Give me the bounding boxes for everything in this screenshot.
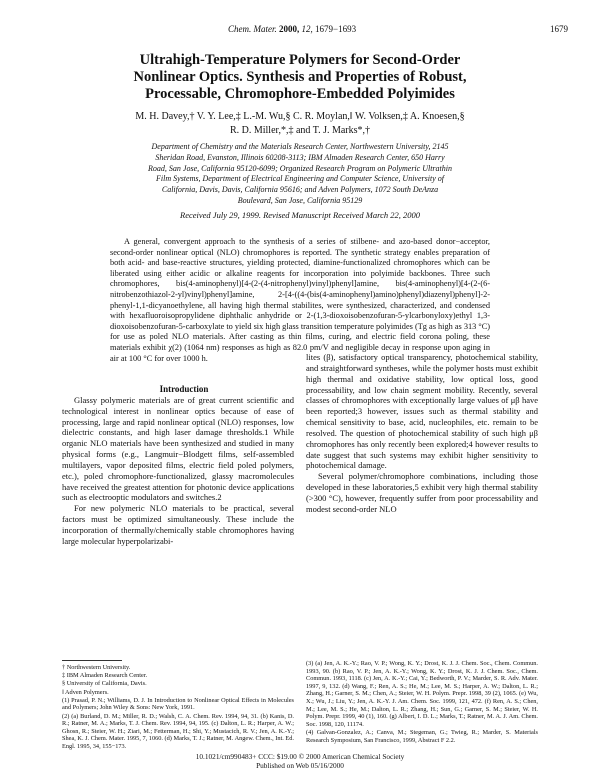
affiliation-line: Sheridan Road, Evanston, Illinois 60208-3113; IBM Almaden Research Center, 650 Harry xyxy=(155,152,445,162)
body-paragraph: lites (β), satisfactory optical transparency, photochemical stability, and straightforward syntheses, while the polymer hosts must exhibit high thermal and oxidative stability, low optical loss, good processability, and low chain segment mobility. Recently, several classes of chromophores with exceptionally large values of μβ have been reported;3 however, issues such as thermal stability and chemical sensitivity to base, acid, nucleophiles, etc. remain to be resolved. The question of photochemical stability of such high μβ chromophores has only recently been explored;4 however results to date suggest that such systems may exhibit higher sensitivity to photochemical damage. xyxy=(306,352,538,471)
author-line: R. D. Miller,*,‡ and T. J. Marks*,† xyxy=(229,124,371,136)
body-paragraph: Several polymer/chromophore combinations, including those developed in these laboratories,5 exhibit very high thermal stability (>300 °C), however, frequently suffer from poor processability and modest second-order NLO xyxy=(306,471,538,514)
body-paragraph: Glassy polymeric materials are of great current scientific and technological interest in nonlinear optics because of ease of processing, large and rapid nonlinear optical (NLO) responses, low dielectric constants, and high laser damage thresholds.1 While organic NLO materials have been synthesized and studied in many physical forms (e.g., Langmuir−Blodgett films, self-assembled multilayers, vapor deposited films, electric field poled polymers, etc.), poled chromophore-functionalized, glassy macromolecules have received the greatest attention for photonic device applications such as electrooptic modulators and switches.2 xyxy=(62,394,294,503)
journal-citation xyxy=(228,24,356,34)
journal-volume: 12, xyxy=(301,24,313,34)
article-title xyxy=(70,52,530,103)
journal-pages: 1679−1693 xyxy=(315,24,357,34)
affiliation-line: Department of Chemistry and the Materials Research Center, Northwestern University, 2145 xyxy=(151,142,449,151)
affiliation-line: California, Davis, Davis, California 95616; and Adven Polymers, 1072 South DeAnza xyxy=(161,185,439,195)
footnote: ‡ IBM Almaden Research Center. xyxy=(62,672,148,680)
doi-line: 10.1021/cm990483+ CCC: $19.00 © 2000 American Chemical Society xyxy=(195,752,405,761)
body-paragraph: For new polymeric NLO materials to be practical, several factors must be optimized simultaneously. These include the incorporation of thermally/chemically stable chromophores having large molecular hyperpolarizabi- xyxy=(62,503,294,546)
footnotes-left xyxy=(62,664,294,751)
footnote-rule xyxy=(62,660,122,661)
introduction-heading: Introduction xyxy=(159,384,209,394)
footnote: (2) (a) Burland, D. M.; Miller, R. D.; Walsh, C. A. Chem. Rev. 1994, 94, 31. (b) Kanis, D. R.; Ratner, M. A.; Marks, T. J. Chem. Rev. 1994, 94, 195. (c) Dalton, L. R.; Harper, A. W.; Ghosn, R.; Steier, W. H.; Ziari, M.; Fetterman, H.; Shi, Y.; Mustacich, R. V.; Jen, A. K.-Y.; Shea, K. J. Chem. Mater. 1995, 7, 1060. (d) Marks, T. J.; Ratner, M. Angew. Chem., Int. Ed. Engl. 1995, 34, 155−173. xyxy=(62,712,294,750)
title-line: Ultrahigh-Temperature Polymers for Second-Order xyxy=(139,52,461,68)
footnote: ‖ Adven Polymers. xyxy=(62,688,109,696)
running-head xyxy=(228,24,568,34)
author-list xyxy=(60,110,540,137)
affiliations xyxy=(80,142,520,207)
publication-info xyxy=(60,752,540,770)
left-column xyxy=(62,384,294,547)
footnote: (1) Prasad, P. N.; Williams, D. J. In Introduction to Nonlinear Optical Effects in Molecules and Polymers; John Wiley & Sons: New York, 1991. xyxy=(62,696,294,712)
published-line: Published on Web 05/16/2000 xyxy=(256,761,344,770)
footnote: § University of California, Davis. xyxy=(62,680,147,688)
author-line: M. H. Davey,† V. Y. Lee,‡ L.-M. Wu,§ C. R. Moylan,‖ W. Volksen,‡ A. Knoesen,§ xyxy=(135,111,465,122)
affiliation-line: Film Systems, Department of Electrical Engineering and Computer Science, University of xyxy=(156,174,444,184)
footnote: (3) (a) Jen, A. K.-Y.; Rao, V. P.; Wong, K. Y.; Drost, K. J. J. Chem. Soc., Chem. Commun. 1993, 90. (b) Rao, V. P.; Jen, A. K.-Y.; Wong, K. Y.; Drost, K. J. J. Chem. Soc., Chem. Commun. 1993, 1118. (c) Jen, A. K.-Y.; Cai, Y.; Bedworth, P. V.; Marder, S. R. Adv. Mater. 1997, 9, 132. (d) Wang, F.; Ren, A. S.; He, M.; Lee, M. S.; Harper, A. W.; Dalton, L. R.; Zhang, H.; Garner, S. M.; Chen, A.; Steier, W. H. Polym. Prepr. 1998, 39 (2), 1065. (e) Wu, X.; Wu, J.; Liu, Y.; Jen, A. K.-Y. J. Am. Chem. Soc. 1999, 121, 472. (f) Ren, A. S.; Chen, M.; Lee, M. S.; He, M.; Dalton, L. R.; Zhang, H.; Sun, G.; Garner, S. M.; Steier, W. H. Polym. Prepr. 1999, 40 (1), 160. (g) Albert, I. D. L.; Marks, T.; Ratner, M. A. J. Am. Chem. Soc. 1998, 120, 11174. xyxy=(306,660,538,728)
journal-year: 2000, xyxy=(279,24,300,34)
footnotes-right xyxy=(306,660,538,745)
title-line: Nonlinear Optics. Synthesis and Properties of Robust, xyxy=(133,69,467,85)
affiliation-line: Road, San Jose, California 95120-6099; Organized Research Program on Polymeric Ultrathin xyxy=(148,163,452,173)
footnote: (4) Galvan-Gonzalez, A.; Canva, M.; Stegeman, G.; Twieg, R.; Marder, S. Materials Research Symposium, San Francisco, 1999, Abstract F 2.2. xyxy=(306,728,538,744)
journal-name: Chem. Mater. xyxy=(228,24,277,34)
received-dates: Received July 29, 1999. Revised Manuscript Received March 22, 2000 xyxy=(180,210,420,220)
right-column xyxy=(306,352,538,515)
page-number: 1679 xyxy=(550,24,568,34)
footnote: † Northwestern University. xyxy=(62,664,131,671)
title-line: Processable, Chromophore-Embedded Polyimides xyxy=(145,86,455,102)
abstract: A general, convergent approach to the synthesis of a series of stilbene- and azo-based donor−acceptor, second-order nonlinear optical (NLO) chromophores is reported. The synthetic strategy enables preparation of both acid- and base-reactive structures, yielding protected, diamine-functionalized chromophores which can be liberated using either acidic or alkaline reagents for incorporation into polyimide backbones. Three such chromophores, bis(4-aminophenyl)[4-(2-(4-nitrophenyl)vinyl)phenyl]amine, bis(4-aminophenyl)[4-(2-(6-nitrobenzothiazol-2-yl)vinyl)phenyl]amine, 2-[4-((4-(bis(4-aminophenyl)amino)phenyl)diazenyl)phenyl]-2-phenyl-1,1-dicyanoethylene, all having high thermal stabilites, were synthesized, characterized, and condensed with hexafluoroisopropylidene diphthalic anhydride or 2-(1,3-dioxoisobenzofuran-5-ylcarbonyloxy)ethyl 1,3-dioxoisobenzofuran-5-carboxylate to yield six high glass transition temperature polyimides (Tg as high as 313 °C) for use as poled NLO materials. After casting as thin films, curing, and electric field corona poling, these materials exhibit χ(2) (1064 nm) responses as high as 82.0 pm/V and negligible decay in response upon aging in air at 100 °C for over 1000 h. xyxy=(110,237,490,363)
affiliation-line: Boulevard, San Jose, California 95129 xyxy=(237,195,363,205)
